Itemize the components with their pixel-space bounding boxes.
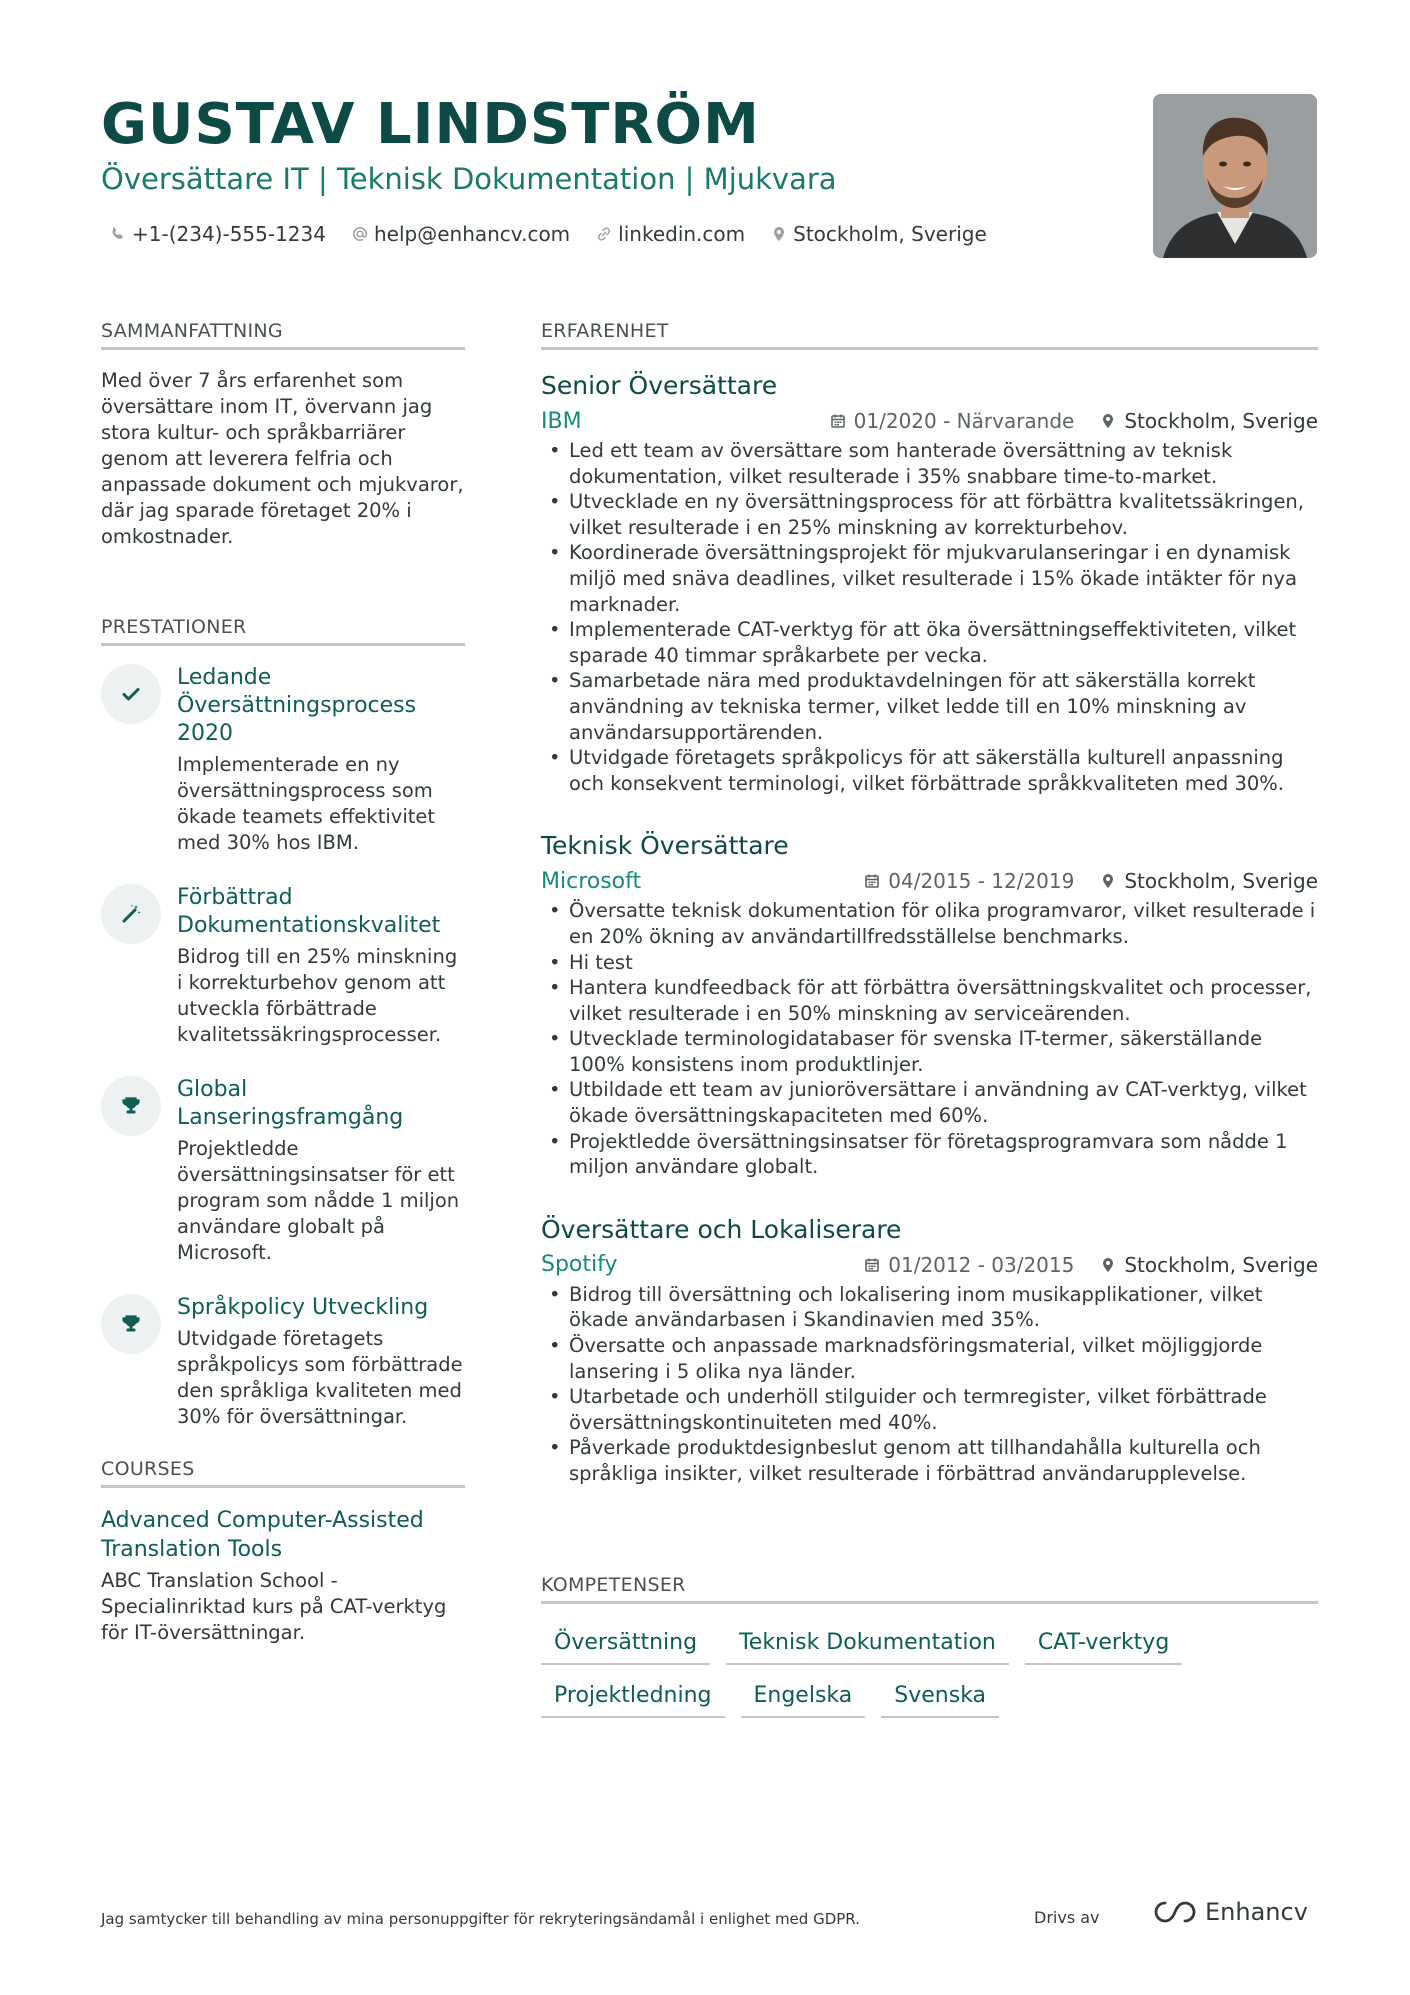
contact-email[interactable] <box>352 222 570 246</box>
location-icon <box>1100 413 1116 429</box>
enhancv-logo-text: Enhancv <box>1205 1898 1308 1926</box>
job-entry <box>541 370 1318 796</box>
skill-tag: Projektledning <box>541 1679 725 1718</box>
skill-tag: Svenska <box>881 1679 999 1718</box>
job-location: Stockholm, Sverige <box>1124 409 1318 433</box>
job-location: Stockholm, Sverige <box>1124 869 1318 894</box>
list-item: • Led ett team av översättare som hanterade översättning av teknisk dokumentation, vilket resulterade i 35% snabbare time-to-market. <box>541 438 1318 489</box>
summary-heading: SAMMANFATTNING <box>101 320 465 350</box>
achievement-item <box>101 1076 465 1266</box>
list-item: • Bidrog till översättning och lokalisering inom musikapplikationer, vilket ökade användarbasen i Skandinavien med 35%. <box>541 1282 1318 1333</box>
achievements-list <box>101 664 465 1430</box>
job-entry <box>541 830 1318 1180</box>
achievement-title: Förbättrad Dokumentationskvalitet <box>177 885 441 938</box>
achievement-desc: Implementerade en ny översättningsprocess som ökade teamets effektivitet med 30% hos IBM. <box>177 753 436 854</box>
list-item: • Hantera kundfeedback för att förbättra översättningskvalitet och processer, vilket resulterade i en 50% minskning av serviceärenden. <box>541 975 1318 1026</box>
achievement-desc: Utvidgade företagets språkpolicys som förbättrade den språkliga kvaliteten med 30% för översättningar. <box>177 1327 463 1428</box>
calendar-icon <box>830 413 846 429</box>
job-company: IBM <box>541 408 582 434</box>
job-bullets <box>541 438 1318 796</box>
trophy-icon <box>120 1095 142 1117</box>
calendar-icon <box>864 873 880 889</box>
job-dates: 01/2020 - Närvarande <box>853 409 1075 433</box>
skills-list <box>541 1626 1318 1718</box>
candidate-name: GUSTAV LINDSTRÖM <box>101 92 760 157</box>
job-bullets <box>541 898 1318 1180</box>
contact-location <box>771 222 987 246</box>
skills-section <box>541 1574 1318 1718</box>
contact-phone[interactable] <box>110 222 326 246</box>
location-icon <box>1100 1257 1116 1273</box>
enhancv-logo-icon <box>1153 1899 1197 1925</box>
candidate-title: Översättare IT | Teknisk Dokumentation | Mjukvara <box>101 162 837 196</box>
list-item: • Hi test <box>541 950 1318 976</box>
magic-wand-icon <box>120 903 142 925</box>
course-title: Advanced Computer-Assisted Translation Tools <box>101 1508 424 1562</box>
list-item: • Koordinerade översättningsprojekt för mjukvarulanseringar i en dynamisk miljö med snäva deadlines, vilket resulterade i 15% ökade intäkter för nya marknader. <box>541 540 1318 617</box>
contact-linkedin-text: linkedin.com <box>618 222 746 246</box>
list-item: • Utvecklade terminologidatabaser för svenska IT-termer, säkerställande 100% konsistens inom produktlinjer. <box>541 1026 1318 1077</box>
achievement-desc: Bidrog till en 25% minskning i korrekturbehov genom att utveckla förbättrade kvalitetssäkringsprocesser. <box>177 945 458 1046</box>
at-icon <box>352 226 368 242</box>
achievements-heading: PRESTATIONER <box>101 616 465 646</box>
avatar <box>1153 94 1317 258</box>
list-item: • Översatte och anpassade marknadsföringsmaterial, vilket möjliggjorde lansering i 5 olika nya länder. <box>541 1333 1318 1384</box>
job-title: Senior Översättare <box>541 371 778 400</box>
trophy-icon <box>120 1313 142 1335</box>
job-company: Microsoft <box>541 868 642 894</box>
achievement-title: Språkpolicy Utveckling <box>177 1295 429 1320</box>
list-item: • Implementerade CAT-verktyg för att öka översättningseffektiviteten, vilket sparade 40 timmar språkarbete per vecka. <box>541 617 1318 668</box>
contact-location-text: Stockholm, Sverige <box>793 222 987 246</box>
left-column <box>101 320 465 1646</box>
course-desc: ABC Translation School - Specialinriktad kurs på CAT-verktyg för IT-översättningar. <box>101 1569 447 1644</box>
contact-phone-text: +1-(234)-555-1234 <box>132 222 326 246</box>
profile-photo <box>1153 94 1317 258</box>
list-item: • Översatte teknisk dokumentation för olika programvaror, vilket resulterade i en 20% ökning av användartillfredsställelse benchmarks. <box>541 898 1318 949</box>
contact-bar <box>110 222 987 246</box>
job-dates: 01/2012 - 03/2015 <box>888 1252 1075 1277</box>
summary-text: Med över 7 års erfarenhet som översättare inom IT, övervann jag stora kultur- och språkbarriärer genom att leverera felfria och anpassade dokument och mjukvaror, där jag sparade företaget 20% i omkostnader. <box>101 369 464 548</box>
location-icon <box>771 226 787 242</box>
job-dates: 04/2015 - 12/2019 <box>888 869 1075 894</box>
skill-tag: Teknisk Dokumentation <box>726 1626 1009 1665</box>
courses-heading: COURSES <box>101 1458 465 1488</box>
list-item: • Utbildade ett team av junioröversättare i användning av CAT-verktyg, vilket ökade översättningskapaciteten med 60%. <box>541 1077 1318 1128</box>
enhancv-logo[interactable] <box>1153 1898 1308 1926</box>
job-company: Spotify <box>541 1252 618 1278</box>
list-item: • Påverkade produktdesignbeslut genom att tillhandahålla kulturella och språkliga insikter, vilket resulterade i förbättrad användarupplevelse. <box>541 1435 1318 1486</box>
location-icon <box>1100 873 1116 889</box>
skill-tag: Översättning <box>541 1626 710 1665</box>
gdpr-consent: Jag samtycker till behandling av mina personuppgifter för rekryteringsändamål i enlighet med GDPR. <box>101 1910 860 1928</box>
job-location: Stockholm, Sverige <box>1124 1252 1318 1277</box>
phone-icon <box>110 226 126 242</box>
list-item: • Projektledde översättningsinsatser för företagsprogramvara som nådde 1 miljon användare globalt. <box>541 1129 1318 1180</box>
job-entry <box>541 1214 1318 1487</box>
achievement-item <box>101 884 465 1048</box>
check-icon <box>120 683 142 705</box>
achievement-item <box>101 664 465 856</box>
contact-email-text: help@enhancv.com <box>373 222 571 246</box>
experience-heading: ERFARENHET <box>541 320 1318 350</box>
job-bullets <box>541 1282 1318 1487</box>
job-title: Teknisk Översättare <box>541 831 789 861</box>
achievement-title: Ledande Översättningsprocess 2020 <box>177 665 417 746</box>
skill-tag: Engelska <box>741 1679 866 1718</box>
list-item: • Utvecklade en ny översättningsprocess för att förbättra kvalitetssäkringen, vilket resulterade i en 25% minskning av korrekturbehov. <box>541 489 1318 540</box>
powered-by-label: Drivs av <box>1034 1908 1100 1927</box>
skills-heading: KOMPETENSER <box>541 1574 1318 1604</box>
contact-linkedin[interactable] <box>596 222 745 246</box>
achievement-desc: Projektledde översättningsinsatser för ett program som nådde 1 miljon användare globalt på Microsoft. <box>177 1137 460 1264</box>
link-icon <box>596 226 612 242</box>
skill-tag: CAT-verktyg <box>1025 1626 1182 1665</box>
calendar-icon <box>864 1257 880 1273</box>
achievement-item <box>101 1294 465 1430</box>
list-item: • Samarbetade nära med produktavdelningen för att säkerställa korrekt användning av tekniska termer, vilket ledde till en 10% minskning av användarsupportärenden. <box>541 668 1318 745</box>
job-title: Översättare och Lokaliserare <box>541 1214 902 1244</box>
list-item: • Utvidgade företagets språkpolicys för att säkerställa kulturell anpassning och konsekvent terminologi, vilket förbättrade språkkvaliteten med 30%. <box>541 745 1318 796</box>
right-column <box>541 320 1318 1487</box>
achievement-title: Global Lanseringsframgång <box>177 1077 404 1130</box>
list-item: • Utarbetade och underhöll stilguider och termregister, vilket förbättrade översättningskontinuiteten med 40%. <box>541 1384 1318 1435</box>
